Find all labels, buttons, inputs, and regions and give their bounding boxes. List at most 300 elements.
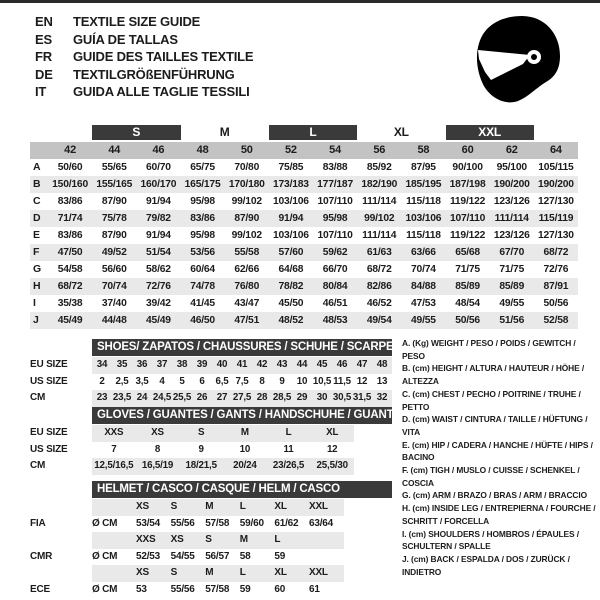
size-value: 45/49 [48,312,92,329]
size-value: 76/80 [225,278,269,295]
column-header: 60 [446,142,490,159]
size-value: 54/58 [57,264,83,275]
size-value: 155/165 [92,176,136,193]
size-value: 95/98 [190,230,215,241]
size-value: 44 [296,359,308,370]
spacer [30,499,92,516]
size-value: M [240,427,249,438]
measure-row-label: B [30,176,48,193]
helmet-size-header: L [239,501,246,512]
size-group-xxl: XXL [446,125,534,140]
column-header: 52 [269,142,313,159]
size-value: 59/62 [313,244,357,261]
size-value: 91/94 [146,196,171,207]
language-code: DE [35,66,53,82]
legend-item: J. (cm) BACK / ESPALDA / DOS / ZURÜCK / INDIETRO [402,553,570,577]
gloves-table-title: GLOVES / GUANTES / GANTS / HANDSCHUHE / GUANTI [92,407,392,424]
standard-label: CMR [30,550,53,562]
size-value: 48/54 [455,298,480,309]
size-value: 62/66 [234,264,260,275]
size-value: 107/110 [317,230,353,241]
size-value: 23 [96,392,108,403]
size-value: 24 [136,392,148,403]
racing-helmet-icon [467,9,567,109]
size-value: 187/198 [446,176,490,193]
size-value: 71/75 [455,264,480,275]
size-value: 26 [196,392,208,403]
size-value: 23,5 [112,392,132,403]
size-value: 72/76 [136,278,180,295]
language-code: FR [35,49,52,64]
size-value: 35 [116,359,128,370]
legend-item: I. (cm) SHOULDERS / HOMBROS / ÉPAULES / SCHULTERN / SPALLE [402,528,579,552]
spacer-cell [92,499,136,516]
row-label: EU SIZE [30,359,68,370]
size-value: 49/55 [401,312,445,329]
helmet-size-table [30,481,392,598]
size-group-m: M [219,125,230,139]
size-value: 87/90 [101,196,127,207]
size-value: 103/106 [273,230,309,241]
size-value: 107/110 [317,196,353,207]
size-value: 91/94 [146,230,171,241]
size-value: 87/91 [534,278,578,295]
size-value: 79/82 [136,210,180,227]
measure-row-label: D [30,210,48,227]
legend-item: B. (cm) HEIGHT / ALTURA / HAUTEUR / HÖHE / ALTEZZA [402,363,585,387]
helmet-size-value: 57/58 [205,583,230,595]
size-value: 41/45 [190,298,215,309]
size-value: 58/62 [146,264,171,275]
size-value: 190/200 [490,176,534,193]
helmet-size-header [309,532,344,549]
spacer [30,407,92,425]
helmet-size-value: 53/54 [136,517,161,529]
size-value: 49/54 [357,312,401,329]
size-group-s: S [92,125,180,140]
size-value: 165/175 [181,176,225,193]
size-value: 29 [296,392,308,403]
measure-row-label: F [30,244,48,261]
gloves-size-table [30,407,397,475]
column-header: 42 [48,142,92,159]
size-value: 3,5 [135,375,149,387]
language-code: ES [35,31,52,47]
size-value: 18/21,5 [185,460,217,471]
size-value: 99/102 [231,230,262,241]
language-row [35,13,253,31]
size-value: 68/72 [48,278,92,295]
size-value: 25,5 [172,392,192,403]
guide-title: GUIDE DES TAILLES TEXTILE [73,49,254,64]
size-value: 5 [179,375,185,387]
size-value: 53/56 [181,244,225,261]
size-value: 84/88 [401,278,445,295]
size-value: XXS [104,427,124,438]
language-row [35,48,253,66]
size-value: 61/63 [357,244,401,261]
size-value: 50/56 [446,312,490,329]
value-row [92,458,354,475]
spacer [30,481,92,499]
row-label: CM [30,392,46,403]
size-value: 9 [198,443,204,455]
size-value: 41 [236,359,248,370]
size-value: 37/40 [101,298,127,309]
size-value: 45 [316,359,328,370]
size-value: 43 [276,359,288,370]
size-value: 67/70 [490,244,534,261]
row-label: US SIZE [30,443,68,455]
spacer [30,565,92,582]
size-value: 39 [196,359,208,370]
guide-title: GUÍA DE TALLAS [73,31,178,47]
size-value: 30,5 [332,392,352,403]
size-value: 115/118 [406,196,441,207]
size-value: 63/66 [401,244,445,261]
size-value: 45/49 [136,312,180,329]
helmet-size-value: 60 [274,583,286,595]
size-value: 95/98 [313,210,357,227]
size-value: 119/122 [449,196,486,207]
size-value: 60/70 [146,162,171,173]
size-value: 70/74 [411,264,436,275]
language-row [35,66,253,84]
size-value: 31,5 [352,392,372,403]
shoes-size-table [30,339,392,407]
helmet-sizes-row [92,565,344,582]
size-value: 68/72 [366,264,392,275]
size-value: L [285,427,292,438]
helmet-size-value: 63/64 [308,517,333,529]
helmet-size-value: 61/62 [274,517,299,529]
legend-item: H. (cm) INSIDE LEG / ENTREPIERNA / FOURCHE / SCHRITT / FORCELLA [402,503,596,526]
size-value: 60/64 [190,264,215,275]
size-value: 72/76 [543,264,569,275]
textile-size-table [30,125,578,329]
column-header: 44 [92,142,136,159]
size-value: 40 [216,359,228,370]
size-value: 71/75 [499,264,525,275]
helmet-size-value: 55/56 [170,517,195,529]
helmet-size-value: 59 [239,583,251,595]
helmet-values-row [92,549,344,566]
size-value: 28 [256,392,268,403]
size-value: 16,5/19 [141,460,174,471]
helmet-size-value: 58 [239,550,251,562]
size-value: 115/119 [534,210,578,227]
size-value: 119/122 [449,230,486,241]
diameter-cm-label: Ø CM [92,550,118,562]
diameter-cm-label: Ø CM [92,517,118,529]
guide-title: TEXTILGRÖßENFÜHRUNG [73,66,235,82]
diameter-cm-label: Ø CM [92,583,118,595]
size-value: 13 [376,375,388,387]
column-header: 48 [181,142,225,159]
size-value: 30 [316,392,328,403]
helmet-sizes-row [92,532,344,549]
size-value: 7,5 [235,375,249,387]
standard-label: FIA [30,517,46,529]
corner-cell [30,142,48,159]
size-value: 37 [156,359,168,370]
size-value: 50/56 [543,298,569,309]
spacer-cell [92,565,136,582]
row-label: US SIZE [30,375,68,387]
size-value: 2,5 [115,375,129,387]
size-value: 48/52 [269,312,313,329]
size-value: 57/60 [269,244,313,261]
size-value: 55/65 [101,162,127,173]
size-value: 11 [283,443,294,455]
size-value: 65/75 [190,162,215,173]
size-value: 111/114 [362,230,397,241]
helmet-size-value: 61 [308,583,320,595]
column-header: 50 [225,142,269,159]
helmet-size-header: M [205,501,214,512]
size-value: 2 [99,375,105,387]
measure-row-label: I [33,297,36,309]
size-value: 49/52 [92,244,136,261]
measure-row-label: G [33,263,41,275]
size-value: 173/183 [269,176,313,193]
helmet-size-value: 53 [136,583,147,595]
helmet-size-header: L [239,567,246,578]
size-value: XL [326,427,339,438]
size-value: 27 [216,392,228,403]
size-value: 66/70 [322,264,348,275]
value-row [92,425,354,442]
size-value: 7 [111,443,117,455]
helmet-values-row [92,582,344,599]
size-value: 48/53 [313,312,357,329]
spacer-cell [92,532,136,549]
size-value: 74/78 [181,278,225,295]
size-value: 10 [296,375,308,387]
measure-row-label: E [33,229,40,241]
column-header: 64 [534,142,578,159]
size-value: 8 [154,443,161,455]
size-value: 10 [239,443,251,455]
helmet-size-value: 54/55 [170,550,195,562]
size-value: 87/95 [411,162,436,173]
size-value: 177/187 [313,176,357,193]
helmet-size-value: 59/60 [239,517,264,529]
helmet-values-row [92,516,344,533]
legend-item: D. (cm) WAIST / CINTURA / TAILLE / HÜFTUNG / VITA [402,414,588,437]
measure-row-label: A [33,161,41,173]
size-value: 185/195 [401,176,445,193]
guide-title: GUIDA ALLE TAGLIE TESSILI [73,84,250,99]
size-value: 95/100 [496,162,527,173]
standard-label: ECE [30,583,50,595]
size-value: 34 [96,359,108,370]
helmet-size-header: XS [136,501,149,512]
measure-row-label: H [30,278,48,295]
size-value: 25,5/30 [316,460,348,471]
size-value: 4 [159,375,165,387]
helmet-size-header: XS [136,567,149,578]
row-label: CM [30,460,46,471]
helmet-size-value: 55/56 [170,583,195,595]
size-value: 56/60 [101,264,127,275]
column-header: 46 [136,142,180,159]
measure-row-label: C [33,195,41,207]
size-value: 43/47 [234,298,260,309]
size-value: 55/58 [225,244,269,261]
size-value: 127/130 [538,230,574,241]
size-value: 123/126 [493,230,530,241]
language-title-list [35,13,253,101]
size-value: 38 [176,359,188,370]
size-group-xl: XL [393,125,409,139]
size-value: 23/26,5 [272,460,305,471]
size-value: 83/88 [322,162,348,173]
size-value: 75/85 [278,162,304,173]
size-group-spacer [30,125,92,140]
size-value: 123/126 [493,196,530,207]
value-row [92,357,392,374]
size-value: 78/82 [269,278,313,295]
size-value: 42 [256,359,268,370]
size-value: 160/170 [136,176,180,193]
size-value: 52/58 [534,312,578,329]
size-value: 6 [199,375,205,387]
helmet-size-header: XXL [308,567,328,578]
size-value: 27,5 [232,392,252,403]
size-value: 46 [336,359,348,370]
size-value: 190/200 [534,176,578,193]
size-value: 49/55 [499,298,525,309]
size-value: 68/72 [534,244,578,261]
helmet-size-header: S [170,501,178,512]
helmet-size-value: 56/57 [205,550,230,562]
size-value: 24,5 [152,392,172,403]
size-value: 83/86 [57,196,83,207]
value-row [92,390,392,407]
size-value: 103/106 [401,210,445,227]
column-header: 56 [357,142,401,159]
size-value: 107/110 [446,210,490,227]
size-value: XS [151,427,164,438]
size-value: 64/68 [278,264,304,275]
helmet-size-header: S [205,534,212,545]
helmet-sizes-row [92,499,344,516]
size-value: 47 [356,359,368,370]
size-value: 46/50 [181,312,225,329]
size-value: 36 [136,359,148,370]
size-value: 47/53 [411,298,436,309]
value-row [92,374,392,391]
size-value: 9 [279,375,285,387]
size-value: 46/52 [366,298,392,309]
size-value: 28,5 [272,392,292,403]
language-row [35,83,253,101]
column-header: 54 [313,142,357,159]
size-value: 87/90 [101,230,127,241]
size-value: 91/94 [269,210,313,227]
size-value: 182/190 [357,176,401,193]
size-value: 50/60 [57,162,83,173]
legend-item: A. (Kg) WEIGHT / PESO / POIDS / GEWITCH / PESO [402,338,576,361]
helmet-size-value: 57/58 [205,517,230,529]
size-value: 20/24 [233,460,257,471]
size-group-l: L [269,125,357,140]
helmet-size-header: XL [274,567,287,578]
helmet-size-header: XL [274,501,287,512]
size-value: 127/130 [538,196,574,207]
size-value: 83/86 [181,210,225,227]
size-value: 90/100 [452,162,483,173]
language-row [35,31,253,49]
size-value: 83/86 [57,230,83,241]
size-value: 71/74 [48,210,92,227]
helmet-size-header: L [274,534,281,545]
size-value: 35/38 [57,298,83,309]
size-value: 10,5 [312,375,332,387]
guide-title: TEXTILE SIZE GUIDE [73,14,201,29]
legend-item: E. (cm) HIP / CADERA / HANCHE / HÜFTE / HIPS / BACINO [402,439,593,463]
size-value: 48 [376,359,388,370]
measurement-legend [402,337,596,578]
size-value: 70/80 [234,162,260,173]
legend-item: F. (cm) TIGH / MUSLO / CUISSE / SCHENKEL / COSCIA [402,465,580,488]
size-value: 51/56 [490,312,534,329]
language-code: IT [35,84,47,99]
size-value: S [198,427,205,438]
helmet-size-header: M [205,567,214,578]
row-label: EU SIZE [30,427,68,438]
size-value: 85/92 [366,162,392,173]
size-value: 46/51 [322,298,348,309]
legend-item: G. (cm) ARM / BRAZO / BRAS / ARM / BRACCIO [402,490,588,501]
size-value: 65/68 [446,244,490,261]
size-value: 47/51 [225,312,269,329]
size-value: 170/180 [225,176,269,193]
legend-item: C. (cm) CHEST / PECHO / POITRINE / TRUHE / PETTO [402,388,581,412]
shoes-table-title: SHOES/ ZAPATOS / CHAUSSURES / SCHUHE / SCARPE [92,339,392,356]
helmet-table-title: HELMET / CASCO / CASQUE / HELM / CASCO [92,481,392,498]
size-value: 12 [326,443,338,455]
helmet-size-header: XXL [308,501,328,512]
size-value: 44/48 [92,312,136,329]
size-value: 85/89 [490,278,534,295]
size-value: 103/106 [273,196,309,207]
column-header: 62 [490,142,534,159]
size-value: 39/42 [146,298,171,309]
helmet-size-value [309,549,344,566]
size-value: 87/90 [225,210,269,227]
size-value: 6,5 [215,375,229,387]
size-group-spacer [534,125,578,140]
size-value: 150/160 [48,176,92,193]
size-value: 82/86 [357,278,401,295]
size-value: 105/115 [538,162,574,173]
size-value: 75/78 [92,210,136,227]
size-value: 99/102 [357,210,401,227]
spacer [30,339,92,357]
size-value: 12 [356,375,368,387]
size-value: 99/102 [231,196,262,207]
value-row [92,442,354,459]
size-value: 111/114 [490,210,534,227]
size-value: 70/74 [92,278,136,295]
column-header: 58 [401,142,445,159]
helmet-size-header: M [239,534,248,545]
size-value: 12,5/16,5 [94,460,134,471]
size-value: 95/98 [190,196,215,207]
helmet-size-header: XS [170,534,184,545]
